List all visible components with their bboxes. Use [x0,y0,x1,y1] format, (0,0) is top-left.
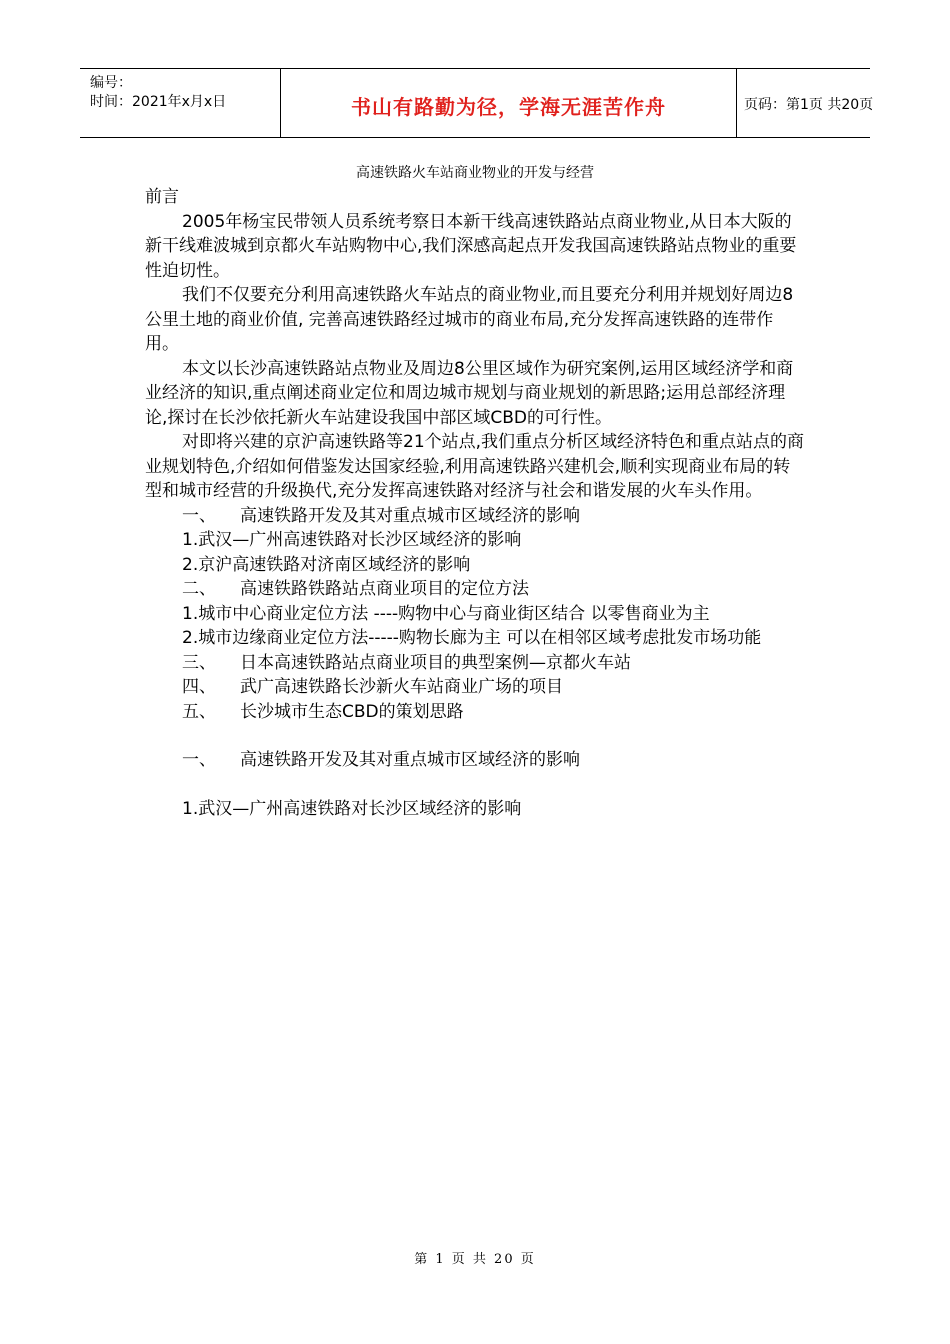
header-motto: 书山有路勤为径，学海无涯苦作舟 [351,95,666,119]
heading-number: 一、 [182,505,216,526]
outline-heading-2 [145,577,805,602]
outline-heading-3 [145,651,805,676]
header-page-info: 页码：第1页 共20页 [744,97,874,113]
page-footer: 第 1 页 共 20 页 [414,1252,536,1267]
outline-heading-5 [145,700,805,725]
heading-number: 一、 [182,750,216,770]
spacer [145,724,805,748]
paragraph: 对即将兴建的京沪高速铁路等21个站点,我们重点分析区域经济特色和重点站点的商业规划特色,介绍如何借鉴发达国家经验,利用高速铁路兴建机会,顺利实现商业布局的转型和城市经营的升级换代,充分发挥高速铁路对经济与社会和谐发展的火车头作用。 [145,432,805,501]
outline-subitem: 2.京沪高速铁路对济南区域经济的影响 [182,554,471,575]
heading-number: 三、 [182,652,216,673]
outline-subitem: 1.武汉—广州高速铁路对长沙区域经济的影响 [182,530,522,550]
heading-text: 高速铁路铁路站点商业项目的定位方法 [240,579,529,599]
code-label: 编号： [90,75,132,91]
heading-number: 四、 [182,677,216,697]
outline-subitem: 1.城市中心商业定位方法 ----购物中心与商业街区结合 以零售商业为主 [182,603,710,624]
paragraph: 我们不仅要充分利用高速铁路火车站点的商业物业,而且要充分利用并规划好周边8公里土地的商业价值, 完善高速铁路经过城市的商业布局,充分发挥高速铁路的连带作用。 [145,285,794,354]
paragraph: 本文以长沙高速铁路站点物业及周边8公里区域作为研究案例,运用区域经济学和商业经济的知识,重点阐述商业定位和周边城市规划与商业规划的新思路;运用总部经济理论,探讨在长沙依托新火车站建设我国中部区域CBD的可行性。 [145,358,794,428]
outline-heading-4 [145,675,805,700]
heading-number: 二、 [182,579,216,599]
heading-text: 高速铁路开发及其对重点城市区域经济的影响 [240,750,580,770]
heading-number: 五、 [182,701,216,722]
document-title: 高速铁路火车站商业物业的开发与经营 [356,165,594,181]
heading-text: 武广高速铁路长沙新火车站商业广场的项目 [240,677,563,697]
outline-heading-1 [145,504,805,529]
header-meta-cell [80,69,280,137]
document-header [80,68,874,138]
date-label: 时间：2021年x月x日 [90,94,227,110]
spacer [145,773,805,797]
section-subheading: 1.武汉—广州高速铁路对长沙区域经济的影响 [182,798,522,819]
section-heading [145,748,805,773]
document-body [145,185,805,821]
heading-text: 高速铁路开发及其对重点城市区域经济的影响 [240,505,580,526]
paragraph: 2005年杨宝民带领人员系统考察日本新干线高速铁路站点商业物业,从日本大阪的新干线难波城到京都火车站购物中心,我们深感高起点开发我国高速铁路站点物业的重要性迫切性。 [145,211,797,281]
preface-label: 前言 [145,187,179,207]
header-page-cell [736,69,874,137]
outline-subitem: 2.城市边缘商业定位方法-----购物长廊为主 可以在相邻区域考虑批发市场功能 [182,628,762,648]
heading-text: 日本高速铁路站点商业项目的典型案例—京都火车站 [240,652,631,673]
heading-text: 长沙城市生态CBD的策划思路 [240,701,464,722]
header-motto-cell [280,69,737,137]
